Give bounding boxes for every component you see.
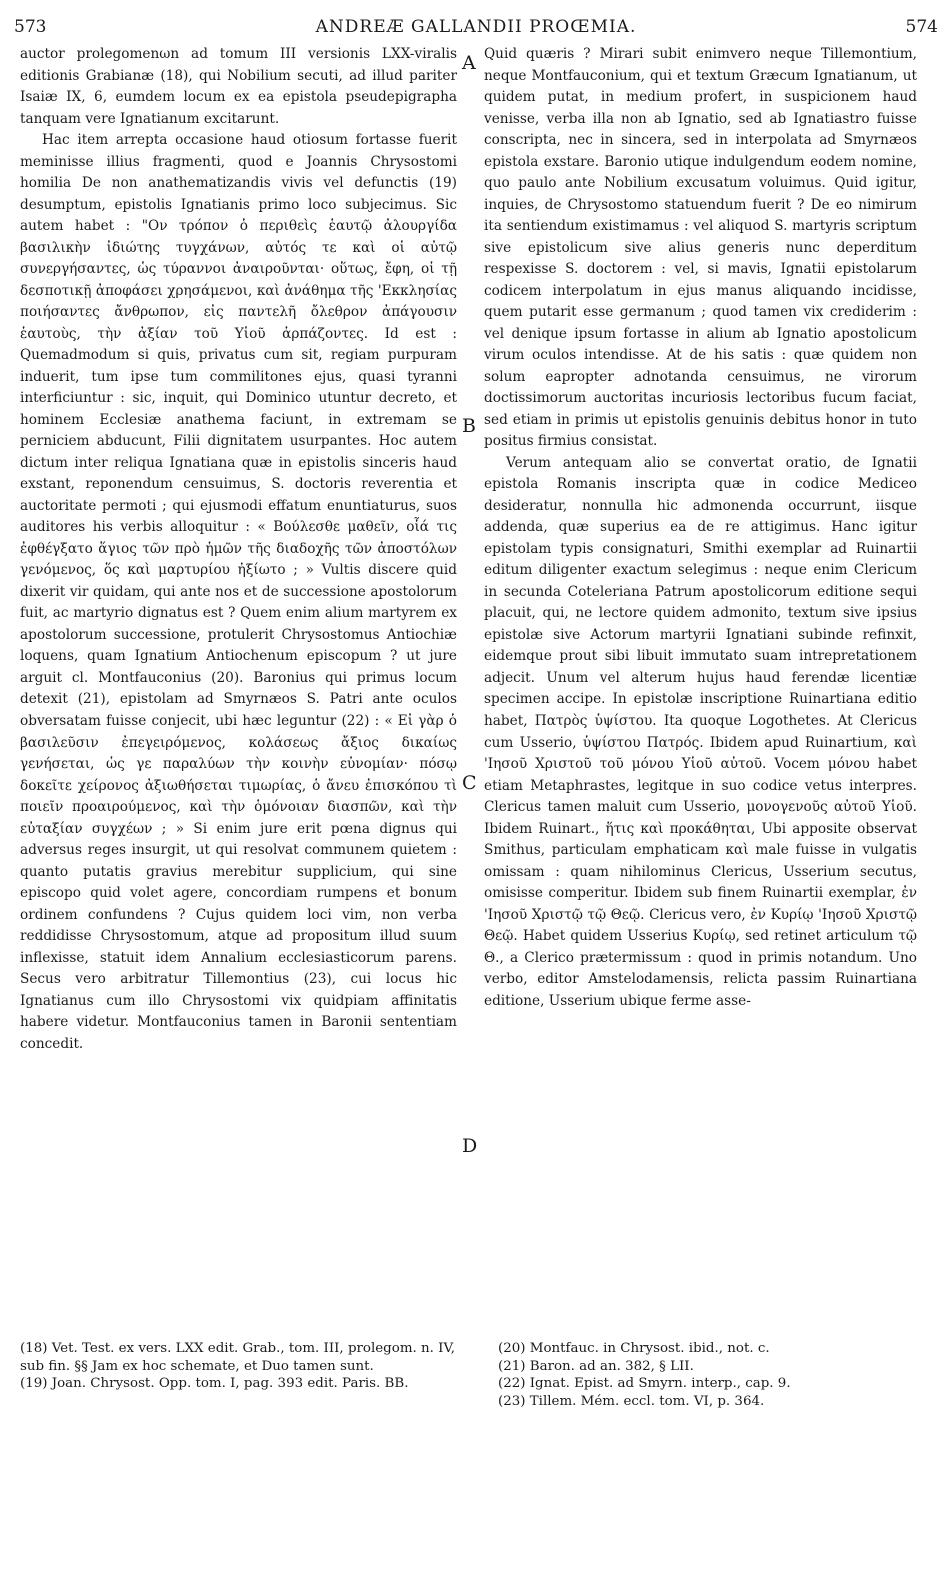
margin-letter-b: B — [462, 415, 476, 437]
left-column — [20, 44, 457, 1055]
footnote: (20) Montfauc. in Chrysost. ibid., not. c. — [498, 1341, 770, 1356]
footnote: (18) Vet. Test. ex vers. LXX edit. Grab., tom. III, prolegom. n. IV, sub fin. §§ Jam ex hoc schemate, et Duo tamen sunt. — [20, 1341, 456, 1374]
footnotes-left — [20, 1340, 457, 1393]
running-title: ANDREÆ GALLANDII PROŒMIA. — [315, 17, 637, 37]
right-column — [484, 44, 917, 1012]
footnote: (23) Tillem. Mém. eccl. tom. VI, p. 364. — [498, 1393, 765, 1409]
margin-letter-d: D — [462, 1135, 478, 1157]
footnote: (22) Ignat. Epist. ad Smyrn. interp., cap. 9. — [498, 1376, 791, 1391]
left-paragraph: Hac item arrepta occasione haud otiosum fortasse fuerit meminisse illius fragmenti, quod e Joannis Chrysostomi homilia De non anathematizandis vivis vel defunctis (19) desumptum, epistolis Ignatianis primo loco subjecimus. Sic autem habet : "Ον τρόπον ὁ περιθεὶς ἑαυτῷ ἀλουργίδα βασιλικὴν ἰδιώτης τυγχάνων, αὐτός τε καὶ οἱ αὐτῷ συνεργήσαντες, ὡς τύραννοι ἀναιροῦνται· οὕτως, ἔφη, οἱ τῇ δεσποτικῇ ἀποφάσει χρησάμενοι, καὶ ἀνάθημα τῆς 'Εκκλησίας ποιήσαντες ἄνθρωπον, εἰς παντελῆ ὄλεθρον ἀπάγουσιν ἑαυτοὺς, τὴν ἀξίαν τοῦ Υἱοῦ ἁρπάζοντες. Id est : Quemadmodum si quis, privatus cum sit, regiam purpuram induerit, tum ipse tum commilitones ejus, quasi tyranni interficiuntur : sic, inquit, qui Dominico utuntur decreto, et hominem Ecclesiæ anathema faciunt, in extremam se perniciem abducunt, Filii dignitatem usurpantes. Hoc autem dictum inter reliqua Ignatiana quæ in epistolis sinceris haud exstant, reponendum censuimus, S. doctoris reverentia et auctoritate permoti ; qui ejusmodi effatum enuntiaturus, suos auditores his verbis alloquitur : « Βούλεσθε μαθεῖν, οἷά τις ἐφθέγξατο ἅγιος τῶν πρὸ ἡμῶν τῆς διαδοχῆς τῶν ἀποστόλων γενόμενος, ὅς καὶ μαρτυρίου ἠξίωτο ; » Vultis discere quid dixerit vir quidam, qui ante nos et de successione apostolorum fuit, ac martyrio dignatus est ? Quem enim alium martyrem ex apostolorum successione, protulerit Chrysostomus Antiochiæ loquens, quam Ignatium Antiochenum episcopum ? ut jure arguit cl. Montfauconius (20). Baronius qui primus locum detexit (21), epistolam ad Smyrnæos S. Patri ante oculos obversatam fuisse conjecit, ubi hæc leguntur (22) : « Εἰ γὰρ ὁ βασιλεῦσιν ἐπεγειρόμενος, κολάσεως ἄξιος δικαίως γενήσεται, ὡς γε παραλύων τὴν κοινὴν εὐνομίαν· πόσῳ δοκεῖτε χείρονος ἀξιωθήσεται τιμωρίας, ὁ ἄνευ ἐπισκόπου τὶ ποιεῖν προαιρούμενος, καὶ τὴν ὁμόνοιαν διασπῶν, καὶ τὴν εὐταξίαν συγχέων ; » Si enim jure erit pœna dignus qui adversus reges insurgit, ut qui resolvat communem quietem : quanto putatis gravius merebitur supplicium, qui sine episcopo quid volet agere, concordiam rumpens et bonum ordinem confundens ? Cujus quidem loci vim, non verba reddidisse Chrysostomum, atque ad propositum illud suum inflexisse, statuit idem Annalium ecclesiasticorum parens. Secus vero arbitratur Tillemontius (23), cui locus hic Ignatianus cum illo Chrysostomi vix quidpiam affinitatis habere videtur. Montfauconius tamen in Baronii sententiam concedit. — [20, 132, 457, 1052]
right-paragraph: Verum antequam alio se convertat oratio, de Ignatii epistola Romanis inscripta quæ in codice Mediceo desideratur, nonnulla hic admonenda occurrunt, iisque addenda, quæ superius ea de re attigimus. Hanc igitur epistolam typis consignaturi, Smithi exemplar ad Ruinartii editum diligenter exactum selegimus : neque enim Clericum in secunda Coteleriana Patrum apostolicorum editione sequi placuit, qui, ne lectore quidem admonito, textum sive ipsius epistolæ sive Actorum martyrii Ignatiani subinde refinxit, eidemque prout sibi libuit immutato suam intrepretationem adjecit. Unum vel alterum hujus haud ferendæ licentiæ specimen accipe. In epistolæ inscriptione Ruinartiana editio habet, Πατρὸς ὑψίστου. Ita quoque Logothetes. At Clericus cum Usserio, ὑψίστου Πατρός. Ibidem apud Ruinartium, καὶ 'Ιησοῦ Χριστοῦ τοῦ μόνου Υἱοῦ αὐτοῦ. Vocem μόνου habet etiam Metaphrastes, legitque in suo codice vetus interpres. Clericus tamen maluit cum Usserio, μονογενοῦς αὐτοῦ Υἱοῦ. Ibidem Ruinart., ἥτις καὶ προκάθηται, Ubi apposite observat Smithus, particulam emphaticam καὶ male fuisse in vulgatis omissam : quam nihilominus Clericus, Usserium secutus, omisisse comperitur. Ibidem sub finem Ruinartii exemplar, ἐν 'Ιησοῦ Χριστῷ τῷ Θεῷ. Clericus vero, ἐν Κυρίῳ 'Ιησοῦ Χριστῷ Θεῷ. Habet quidem Usserius Κυρίῳ, sed retinet articulum τῷ Θ., a Clerico prætermissum : quod in primis notandum. Uno verbo, editor Amstelodamensis, relicta passim Ruinartiana editione, Usserium ubique ferme asse- — [484, 454, 917, 1009]
footnotes-right — [498, 1340, 918, 1410]
page-number-right: 574 — [905, 17, 938, 37]
footnote: (19) Joan. Chrysost. Opp. tom. I, pag. 393 edit. Paris. BB. — [20, 1376, 409, 1391]
footnote: (21) Baron. ad an. 382, § LII. — [498, 1358, 694, 1374]
page-number-left: 573 — [14, 17, 47, 37]
right-paragraph: Quid quæris ? Mirari subit enimvero neque Tillemontium, neque Montfauconium, qui et textum Græcum Ignatianum, ut quidem putat, in medium profert, in suspicionem haud venisse, verba illa non ab Ignatio, sed ab Ignatiastro fuisse conscripta, nec in sincera, sed in interpolata ad Smyrnæos epistola exstare. Baronio utique indulgendum eodem nomine, quo paulo ante Nobilium excusatum voluimus. Quid igitur, inquies, de Chrysostomo statuendum fuerit ? De eo nimirum ita sentiendum existimamus : vel aliquod S. martyris scriptum sive epistolicum sive alius generis nunc deperditum respexisse S. doctorem : vel, si mavis, Ignatii epistolarum codicem interpolatum in ejus manus aliquando incidisse, quem putarit esse germanum ; quod tamen vix crediderim : vel denique ipsum fortasse in alium ab Ignatio apostolicum virum oculos intendisse. At de his satis : quæ quidem non solum eapropter adnotanda censuimus, ne virorum doctissimorum auctoritas incuriosis lectoribus fucum faciat, sed etiam in primis ut epistolis genuinis debitus honor in tuto positus firmius consistat. — [484, 46, 917, 450]
left-paragraph: auctor prolegomenωn ad tomum III versionis LXX-viralis editionis Grabianæ (18), qui Nobilium secuti, ad illud pariter Isaiæ IX, 6, eumdem locum ex ea epistola pseudepigrapha tanquam vere Ignatianum excitarunt. — [20, 46, 457, 127]
margin-letter-c: C — [462, 772, 477, 794]
margin-letter-a: A — [462, 52, 476, 74]
